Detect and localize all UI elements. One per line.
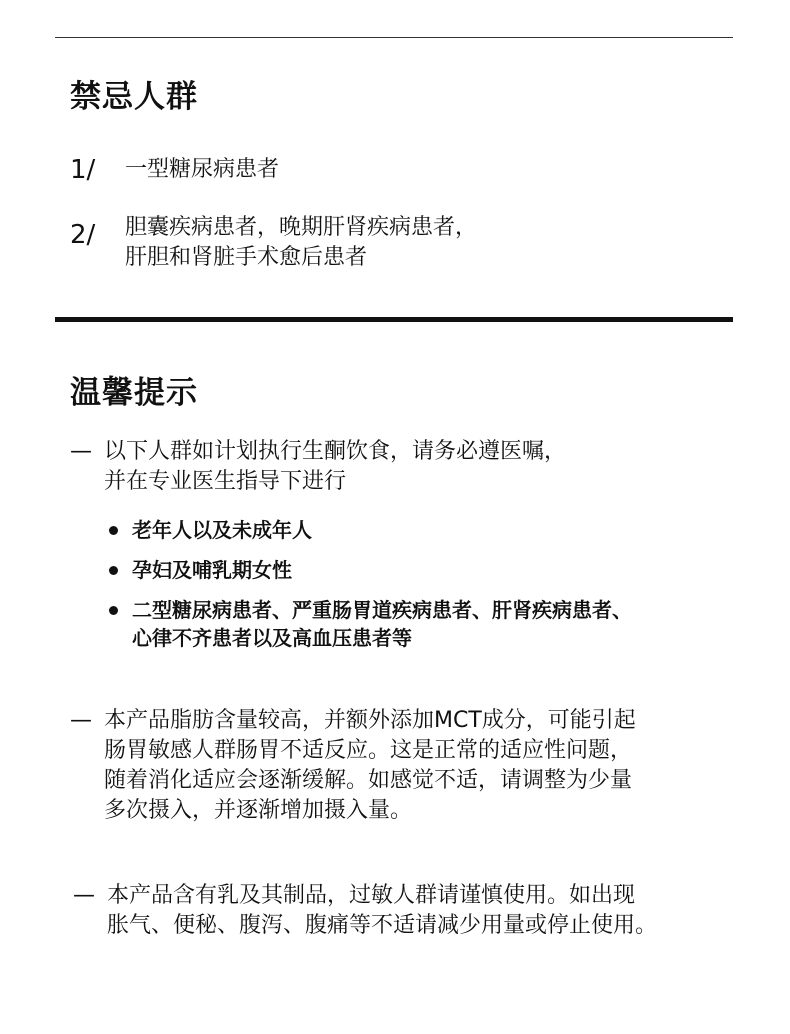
bullet-item: 老年人以及未成年人	[132, 518, 312, 542]
item-number: 2/	[70, 220, 96, 250]
top-divider	[55, 37, 733, 38]
dash-marker: —	[73, 883, 95, 908]
dash-marker: —	[70, 439, 92, 464]
bullet-dot	[109, 566, 118, 575]
bullet-item: 孕妇及哺乳期女性	[132, 558, 292, 582]
bullet-item: 二型糖尿病患者、严重肠胃道疾病患者、肝肾疾病患者、 心律不齐患者以及高血压患者等	[132, 598, 632, 650]
tip-paragraph: 本产品脂肪含量较高，并额外添加MCT成分，可能引起 肠胃敏感人群肠胃不适反应。这是正常的适应性问题， 随着消化适应会逐渐缓解。如感觉不适，请调整为少量 多次摄入，并逐渐增加摄入量。	[104, 708, 636, 823]
tip-paragraph: 本产品含有乳及其制品，过敏人群请谨慎使用。如出现 胀气、便秘、腹泻、腹痛等不适请减少用量或停止使用。	[107, 883, 658, 938]
item-number: 1/	[70, 155, 96, 185]
contraindications-title: 禁忌人群	[70, 79, 198, 115]
bullet-dot	[109, 526, 118, 535]
section-divider	[55, 317, 733, 322]
contraindication-item-text: 胆囊疾病患者，晚期肝肾疾病患者， 肝胆和肾脏手术愈后患者	[125, 215, 478, 270]
tip-paragraph: 以下人群如计划执行生酮饮食，请务必遵医嘱， 并在专业医生指导下进行	[104, 439, 567, 494]
tips-title: 温馨提示	[70, 375, 198, 411]
contraindication-item-text: 一型糖尿病患者	[125, 157, 280, 182]
bullet-dot	[109, 606, 118, 615]
dash-marker: —	[70, 708, 92, 733]
